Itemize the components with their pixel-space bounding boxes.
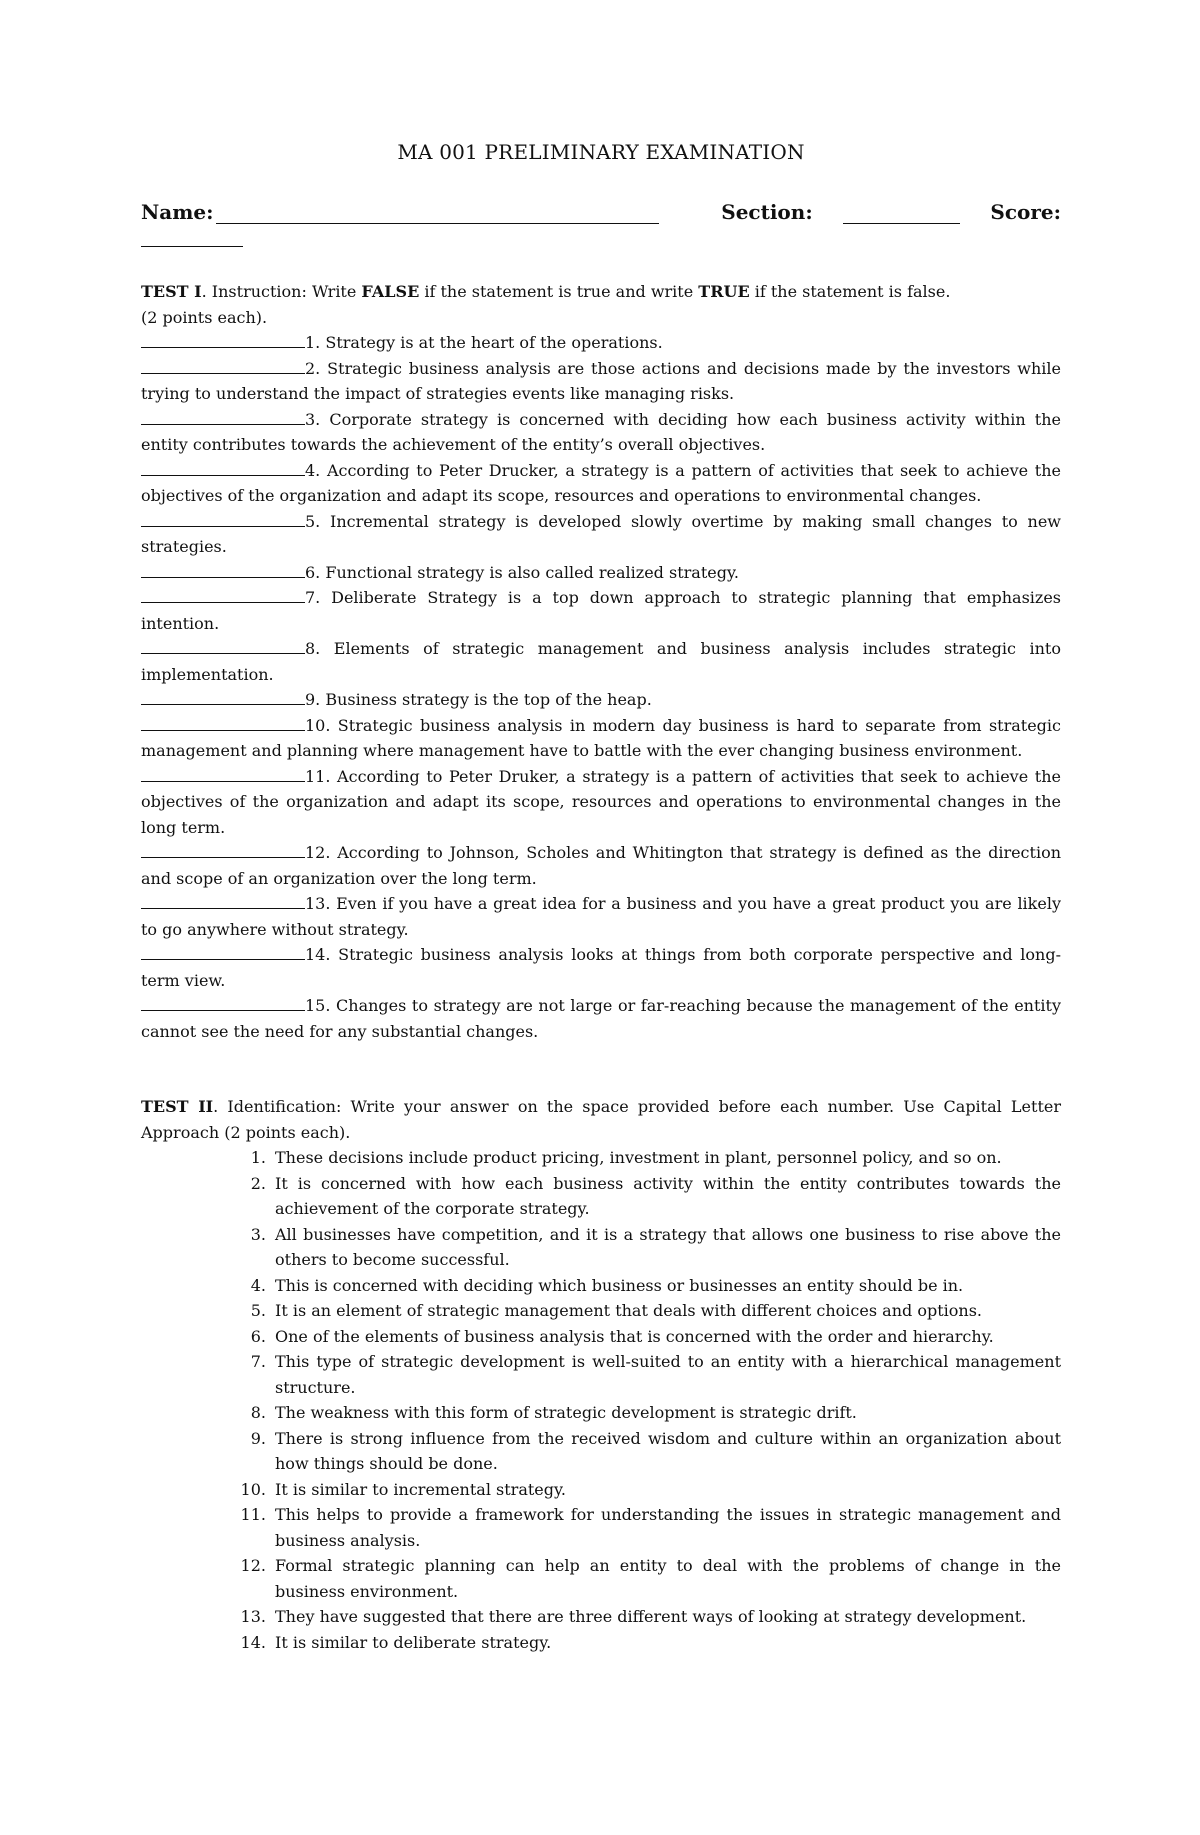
test1-item	[141, 560, 1061, 586]
test1-item	[141, 713, 1061, 764]
test1-item	[141, 891, 1061, 942]
false-word: FALSE	[361, 282, 420, 301]
answer-blank[interactable]	[141, 509, 305, 527]
test1-instr-b: if the statement is true and write	[419, 282, 699, 301]
name-label: Name:	[141, 200, 214, 224]
test1-item-text: 9. Business strategy is the top of the heap.	[305, 690, 652, 709]
test2-item	[141, 1298, 1061, 1324]
page-title: MA 001 PRELIMINARY EXAMINATION	[397, 140, 805, 164]
section-label: Section:	[721, 200, 813, 224]
item-number: 14.	[240, 1632, 266, 1652]
item-number: 8.	[250, 1403, 266, 1422]
item-number: 11.	[240, 1505, 266, 1524]
test1-points: (2 points each).	[141, 307, 268, 327]
test1-item	[141, 636, 1061, 687]
test2-item-text: It is an element of strategic management that deals with different choices and options.	[275, 1301, 982, 1320]
exam-page	[141, 140, 1061, 1655]
score-field[interactable]	[141, 230, 243, 247]
test2-item-text: There is strong influence from the received wisdom and culture within an organization about how things should be done.	[275, 1428, 1061, 1473]
answer-blank[interactable]	[141, 330, 305, 348]
test2-instr-text: . Identification: Write your answer on the space provided before each number. Use Capital Letter Approach (2 points each).	[141, 1097, 1061, 1142]
test2-item	[141, 1604, 1061, 1630]
test2-items	[141, 1145, 1061, 1655]
test1-item	[141, 407, 1061, 458]
item-number: 2.	[250, 1173, 266, 1193]
answer-blank[interactable]	[141, 993, 305, 1011]
score-label: Score:	[990, 200, 1061, 224]
test1-item-text: 4. According to Peter Drucker, a strategy is a pattern of activities that seek to achieve the objectives of the organization and adapt its scope, resources and operations to environmental changes.	[141, 460, 1061, 505]
item-number: 9.	[250, 1428, 266, 1448]
item-number: 1.	[250, 1148, 266, 1167]
test1-item	[141, 458, 1061, 509]
item-number: 5.	[250, 1301, 266, 1320]
answer-blank[interactable]	[141, 585, 305, 603]
answer-blank[interactable]	[141, 840, 305, 858]
test2-item	[141, 1553, 1061, 1604]
test2-item-text: This helps to provide a framework for understanding the issues in strategic management and business analysis.	[275, 1505, 1061, 1550]
answer-blank[interactable]	[141, 636, 305, 654]
item-number: 10.	[240, 1479, 266, 1499]
test1-instr-a: . Instruction: Write	[201, 282, 362, 301]
test1-item-text: 7. Deliberate Strategy is a top down approach to strategic planning that emphasizes intention.	[141, 588, 1061, 633]
test2-item-text: It is concerned with how each business activity within the entity contributes towards the achievement of the corporate strategy.	[275, 1173, 1061, 1218]
test2-item-text: It is similar to incremental strategy.	[275, 1479, 566, 1499]
test2-item	[141, 1171, 1061, 1222]
test1-item-text: 12. According to Johnson, Scholes and Whitington that strategy is defined as the direction and scope of an organization over the long term.	[141, 843, 1061, 888]
test1-item-text: 10. Strategic business analysis in modern day business is hard to separate from strategic management and planning where management have to battle with the ever changing business environment.	[141, 715, 1061, 760]
test1-item	[141, 764, 1061, 841]
test1-label: TEST I	[141, 282, 202, 301]
item-number: 4.	[250, 1275, 266, 1295]
test1-item-text: 1. Strategy is at the heart of the operations.	[305, 333, 663, 352]
test2-item	[141, 1273, 1061, 1299]
test1-item-text: 14. Strategic business analysis looks at things from both corporate perspective and long-term view.	[141, 945, 1061, 990]
test2-item-text: This is concerned with deciding which business or businesses an entity should be in.	[275, 1275, 964, 1295]
test2-item	[141, 1324, 1061, 1350]
test1-item-text: 15. Changes to strategy are not large or far-reaching because the management of the entity cannot see the need for any substantial changes.	[141, 996, 1061, 1041]
test1-item	[141, 840, 1061, 891]
test2-item-text: All businesses have competition, and it is a strategy that allows one business to rise above the others to become successful.	[275, 1224, 1061, 1269]
test2-item-text: These decisions include product pricing, investment in plant, personnel policy, and so on.	[275, 1148, 1002, 1167]
test2-item	[141, 1502, 1061, 1553]
test2-item-text: Formal strategic planning can help an entity to deal with the problems of change in the business environment.	[275, 1556, 1061, 1601]
test2-item-text: They have suggested that there are three different ways of looking at strategy development.	[275, 1607, 1027, 1626]
test2-label: TEST II	[141, 1097, 214, 1116]
test1-item	[141, 993, 1061, 1044]
test2-instruction	[141, 1094, 1061, 1145]
test1-items	[141, 330, 1061, 1044]
test1-item-text: 6. Functional strategy is also called realized strategy.	[305, 562, 739, 582]
answer-blank[interactable]	[141, 713, 305, 731]
test2-item	[141, 1349, 1061, 1400]
test2-item	[141, 1477, 1061, 1503]
item-number: 6.	[250, 1326, 266, 1346]
answer-blank[interactable]	[141, 560, 305, 578]
answer-blank[interactable]	[141, 356, 305, 374]
item-number: 7.	[250, 1352, 266, 1371]
answer-blank[interactable]	[141, 942, 305, 960]
test1-item-text: 5. Incremental strategy is developed slowly overtime by making small changes to new strategies.	[141, 511, 1061, 556]
test1-item	[141, 509, 1061, 560]
test1-instr-c: if the statement is false.	[749, 282, 951, 301]
test1-item	[141, 585, 1061, 636]
item-number: 13.	[240, 1607, 266, 1626]
item-number: 12.	[240, 1556, 266, 1575]
answer-blank[interactable]	[141, 407, 305, 425]
name-field[interactable]	[216, 203, 660, 224]
test2-item-text: One of the elements of business analysis that is concerned with the order and hierarchy.	[275, 1326, 994, 1346]
true-word: TRUE	[698, 282, 750, 301]
test1-item	[141, 687, 1061, 713]
test2-item	[141, 1222, 1061, 1273]
answer-blank[interactable]	[141, 687, 305, 705]
test1-instruction	[141, 279, 1061, 330]
test1-item	[141, 942, 1061, 993]
test1-item-text: 13. Even if you have a great idea for a business and you have a great product you are likely to go anywhere without strategy.	[141, 894, 1061, 939]
student-info-row	[141, 194, 1061, 224]
answer-blank[interactable]	[141, 458, 305, 476]
test1-item-text: 3. Corporate strategy is concerned with deciding how each business activity within the entity contributes towards the achievement of the entity’s overall objectives.	[141, 409, 1061, 454]
test2-item-text: This type of strategic development is well-suited to an entity with a hierarchical management structure.	[275, 1352, 1061, 1397]
item-number: 3.	[250, 1224, 266, 1244]
test2-item	[141, 1630, 1061, 1656]
answer-blank[interactable]	[141, 764, 305, 782]
test2-item	[141, 1400, 1061, 1426]
test2-item-text: The weakness with this form of strategic development is strategic drift.	[275, 1403, 857, 1422]
answer-blank[interactable]	[141, 891, 305, 909]
test2-item-text: It is similar to deliberate strategy.	[275, 1632, 552, 1652]
test2-item	[141, 1145, 1061, 1171]
test1-item-text: 2. Strategic business analysis are those actions and decisions made by the investors while trying to understand the impact of strategies events like managing risks.	[141, 358, 1061, 403]
test1-item	[141, 330, 1061, 356]
test1-item-text: 11. According to Peter Druker, a strategy is a pattern of activities that seek to achieve the objectives of the organization and adapt its scope, resources and operations to environmental changes in the long term.	[141, 766, 1061, 837]
section-field[interactable]	[843, 203, 961, 224]
test1-item-text: 8. Elements of strategic management and business analysis includes strategic into implementation.	[141, 639, 1061, 684]
test2-item	[141, 1426, 1061, 1477]
test1-item	[141, 356, 1061, 407]
